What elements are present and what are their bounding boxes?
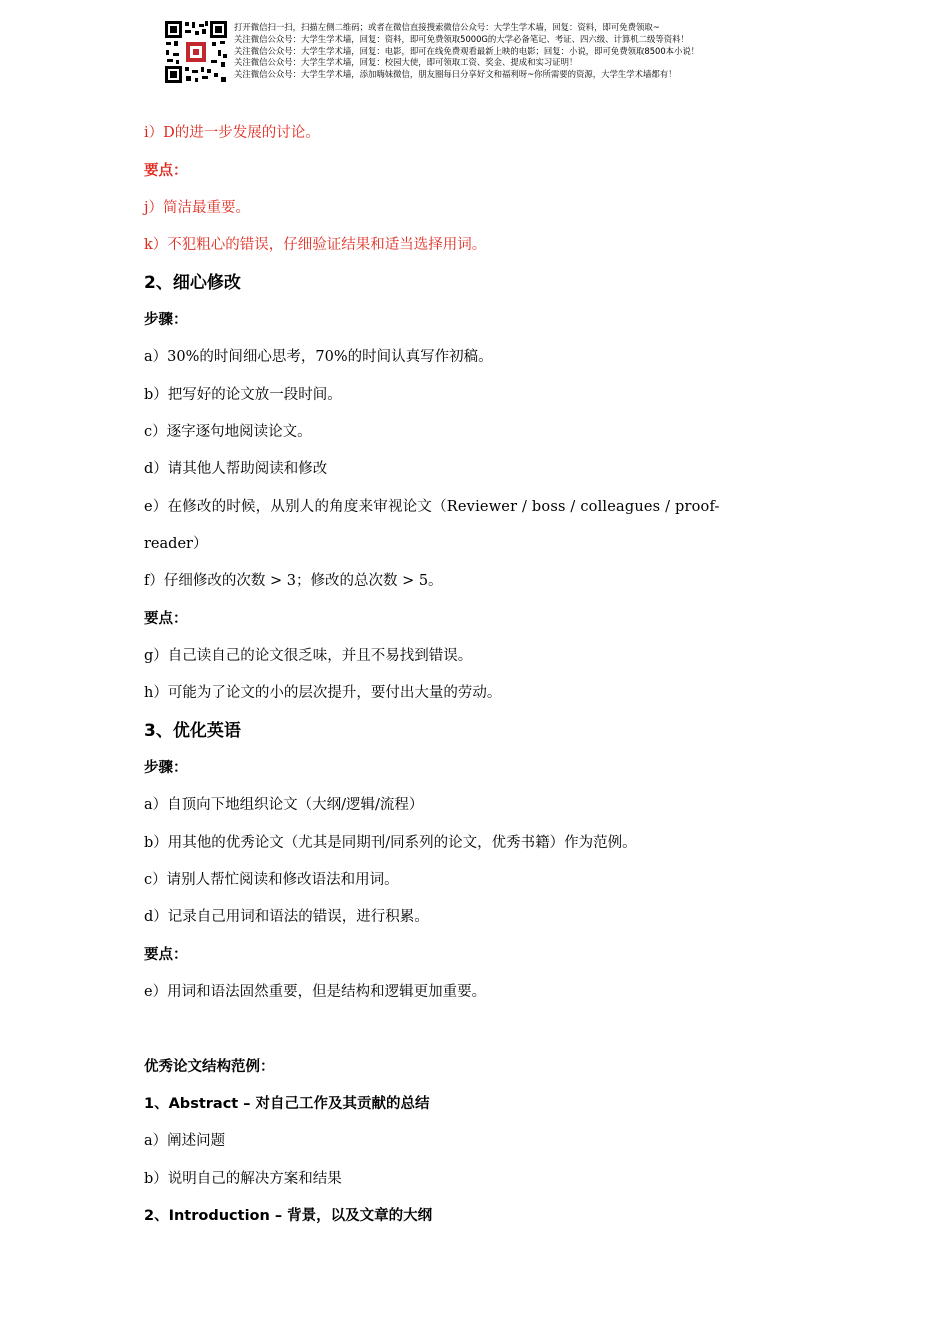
paragraph: a）阐述问题 [144,1133,226,1149]
key-points-label: 要点： [144,947,188,963]
paragraph: h）可能为了论文的小的层次提升，要付出大量的劳动。 [144,685,502,701]
structure-item-heading: 1、Abstract – 对自己工作及其贡献的总结 [144,1096,430,1112]
paragraph: c）逐字逐句地阅读论文。 [144,424,312,440]
promo-line: 关注微信公众号：大学生学术墙，添加嗨妹微信，朋友圈每日分享好文和福利呀~你所需要的资源，大学生学术墙都有！ [234,69,677,80]
promo-line: 关注微信公众号：大学生学术墙，回复：资料，即可免费领取5000G的大学必备笔记、考证、四六级、计算机二级等资料！ [234,33,689,44]
paragraph: j）简洁最重要。 [144,200,250,216]
paragraph: a）30%的时间细心思考，70%的时间认真写作初稿。 [144,349,493,365]
paragraph: e）用词和语法固然重要，但是结构和逻辑更加重要。 [144,984,487,1000]
section-heading: 2、细心修改 [144,273,241,293]
qr-code-icon[interactable] [164,20,228,84]
promo-text [234,22,699,81]
paragraph: f）仔细修改的次数 > 3；修改的总次数 > 5。 [144,573,443,589]
promo-line: 打开微信扫一扫，扫描左侧二维码；或者在微信直接搜索微信公众号：大学生学术墙，回复：资料，即可免费领取~ [234,22,660,32]
steps-label: 步骤： [144,760,188,776]
paragraph: reader） [144,536,208,552]
paragraph: k）不犯粗心的错误，仔细验证结果和适当选择用词。 [144,237,487,253]
promo-line: 关注微信公众号：大学生学术墙，回复：校园大使，即可领取工资、奖金、提成和实习证明！ [234,57,578,68]
promo-header [164,20,764,86]
paragraph: b）用其他的优秀论文（尤其是同期刊/同系列的论文，优秀书籍）作为范例。 [144,835,637,851]
paragraph: b）说明自己的解决方案和结果 [144,1171,342,1187]
section-heading: 3、优化英语 [144,721,241,741]
promo-line: 关注微信公众号：大学生学术墙，回复：电影，即可在线免费观看最新上映的电影；回复：小说，即可免费领取8500本小说！ [234,45,700,56]
steps-label: 步骤： [144,312,188,328]
structure-item-heading: 2、Introduction – 背景，以及文章的大纲 [144,1208,433,1224]
example-heading: 优秀论文结构范例： [144,1059,275,1075]
paragraph: e）在修改的时候，从别人的角度来审视论文（Reviewer / boss / colleagues / proof- [144,499,720,515]
paragraph: a）自顶向下地组织论文（大纲/逻辑/流程） [144,797,424,813]
key-points-label: 要点： [144,163,188,179]
paragraph: d）记录自己用词和语法的错误，进行积累。 [144,909,429,925]
paragraph: i）D的进一步发展的讨论。 [144,125,320,141]
key-points-label: 要点： [144,611,188,627]
paragraph: c）请别人帮忙阅读和修改语法和用词。 [144,872,399,888]
paragraph: d）请其他人帮助阅读和修改 [144,461,328,477]
paragraph: b）把写好的论文放一段时间。 [144,387,342,403]
paragraph: g）自己读自己的论文很乏味，并且不易找到错误。 [144,648,473,664]
